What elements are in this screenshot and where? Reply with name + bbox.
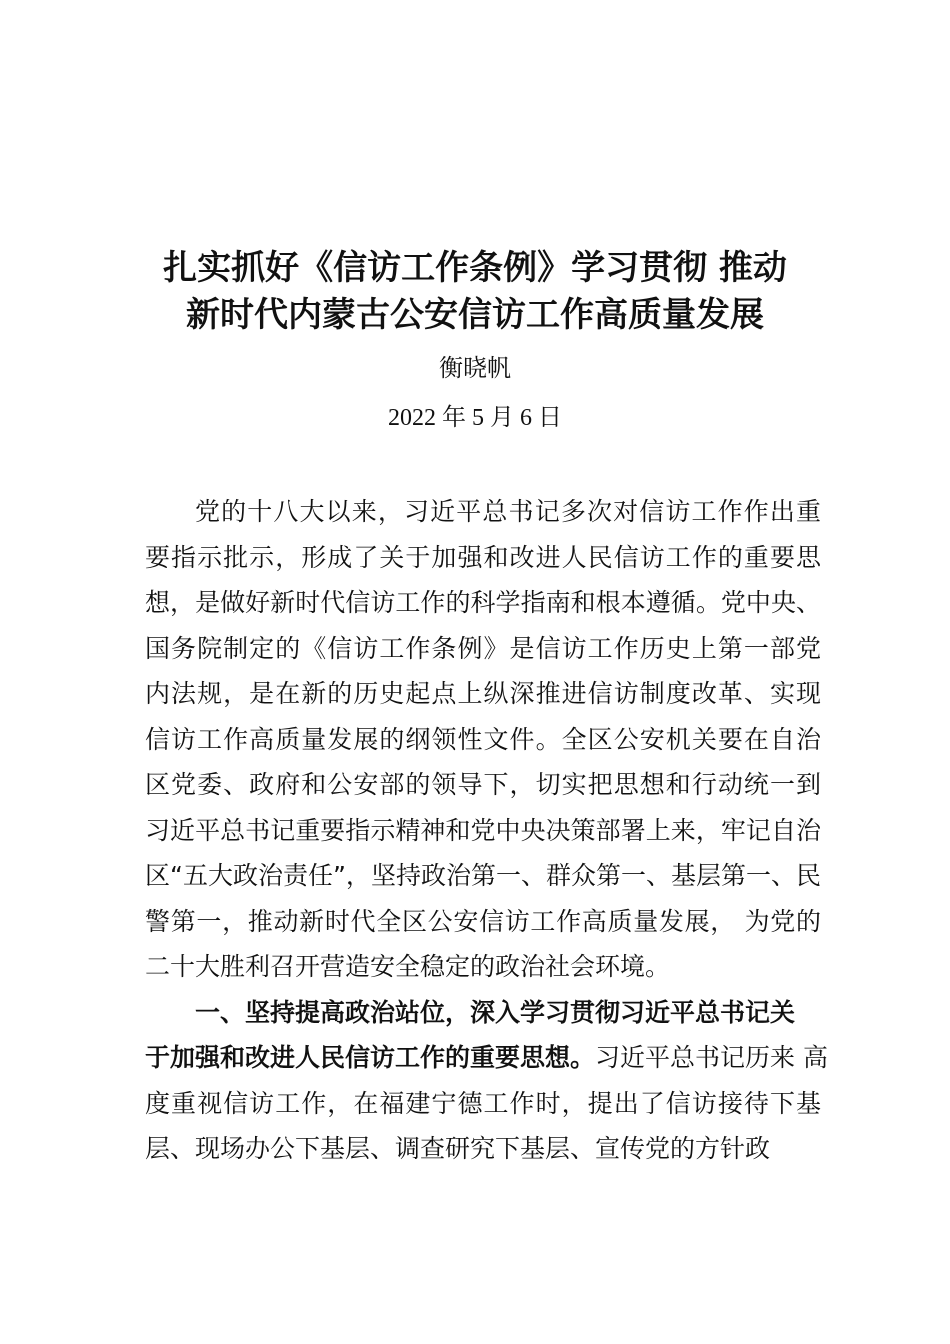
author: 衡晓帆 xyxy=(439,354,511,382)
date: 2022 年 5 月 6 日 xyxy=(388,405,562,431)
paragraph-line: 想，是做好新时代信访工作的科学指南和根本遵循。党中央、 xyxy=(145,588,821,617)
paragraph-line: 信访工作高质量发展的纲领性文件。全区公安机关要在自治 xyxy=(145,724,821,754)
section-mixed-line xyxy=(145,1035,828,1081)
document-title-line-2: 新时代内蒙古公安信访工作高质量发展 xyxy=(186,295,764,335)
section-heading-end: 于加强和改进人民信访工作的重要思想。 xyxy=(145,1043,596,1072)
paragraph-line: 区“五大政治责任”，坚持政治第一、群众第一、基层第一、民 xyxy=(145,861,821,890)
paragraph-line: 党的十八大以来，习近平总书记多次对信访工作作出重 xyxy=(195,497,821,526)
paragraph-line: 要指示批示，形成了关于加强和改进人民信访工作的重要思 xyxy=(145,542,821,572)
paragraph-line: 度重视信访工作，在福建宁德工作时，提出了信访接待下基 xyxy=(145,1088,821,1118)
section-text-start: 习近平总书记历来 高 xyxy=(595,1043,828,1072)
paragraph-line: 层、现场办公下基层、调查研究下基层、宣传党的方针政 xyxy=(145,1134,771,1163)
document-title-line-1: 扎实抓好《信访工作条例》学习贯彻 推动 xyxy=(163,248,787,288)
section-heading-line: 一、坚持提高政治站位，深入学习贯彻习近平总书记关 xyxy=(195,997,796,1027)
paragraph-line: 警第一，推动新时代全区公安信访工作高质量发展， 为党的 xyxy=(145,906,821,936)
paragraph-line: 区党委、政府和公安部的领导下，切实把思想和行动统一到 xyxy=(145,770,821,799)
document-body xyxy=(145,489,828,1172)
paragraph-line: 二十大胜利召开营造安全稳定的政治社会环境。 xyxy=(145,952,671,981)
paragraph-line: 习近平总书记重要指示精神和党中央决策部署上来，牢记自治 xyxy=(145,815,821,845)
paragraph-line: 国务院制定的《信访工作条例》是信访工作历史上第一部党 xyxy=(145,633,821,663)
paragraph-line: 内法规，是在新的历史起点上纵深推进信访制度改革、实现 xyxy=(145,679,821,708)
